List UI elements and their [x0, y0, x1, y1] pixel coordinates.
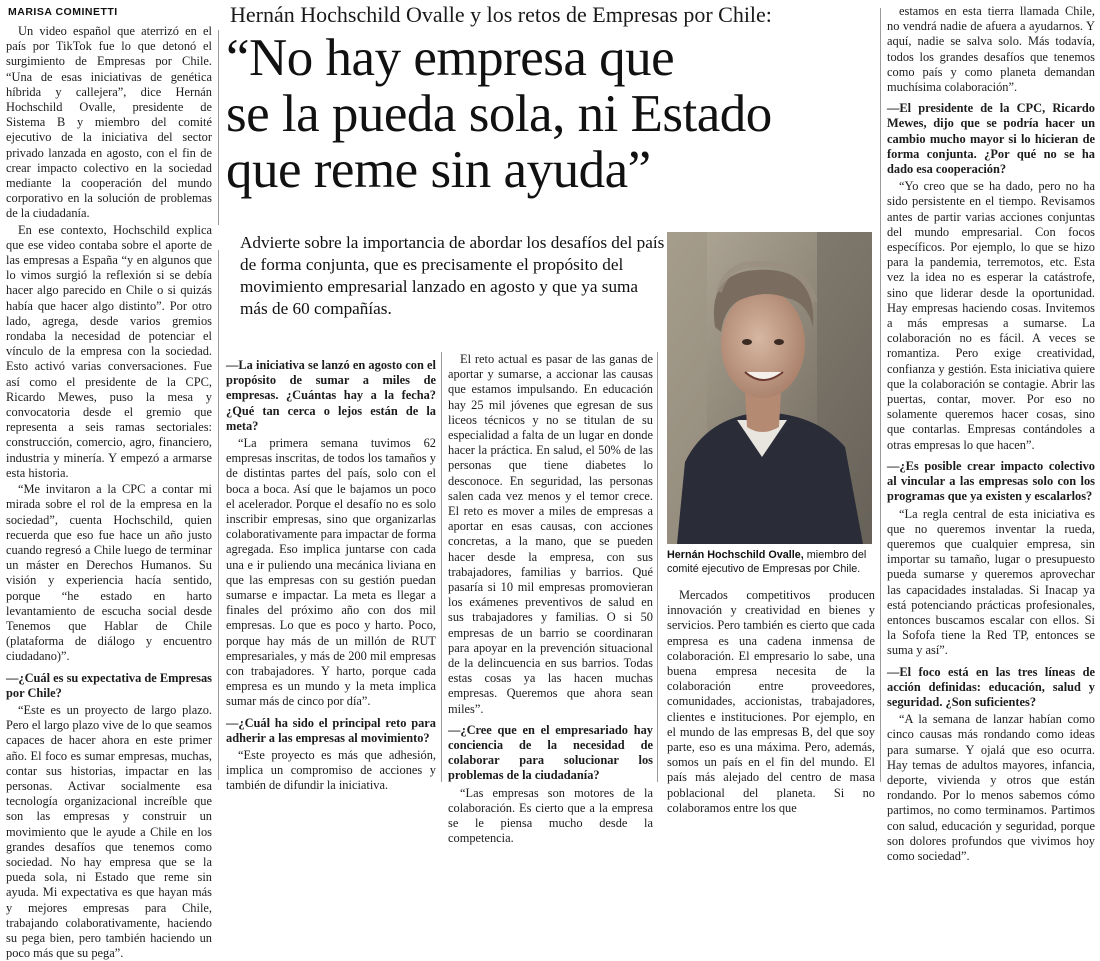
- kicker: Hernán Hochschild Ovalle y los retos de Empresas por Chile:: [230, 2, 772, 27]
- column-rule: [657, 352, 658, 782]
- body-paragraph: El reto actual es pasar de las ganas de aportar y sumarse, a accionar las causas que estamos impulsando. En educación hay 25 mil jóvenes que egresan de sus liceos técnicos y no se titulan de su especialidad a falta de un lugar en donde hacer la práctica. En salud, el 50% de las personas que tiene diabetes lo desconoce. En seguridad, las personas salen cada vez menos y el temor crece. El reto es mover a miles de empresas a aportar en esas causas, con acciones concretas, a la mano, que se pueden hacer desde la empresa, con sus trabajadores, familias y barrios. Qué pasaría si 10 mil empresas promovieran los exámenes preventivos de salud en sus trabajadores y familias. O si 50 empresas de un barrio se coordinaran para apoyar en la prevención situacional de la delincuencia en sus barrios. Todas estas cosas ya las hacen muchas empresas. Queremos que ahora sean miles”.: [448, 352, 653, 716]
- article-column-4: [667, 588, 875, 815]
- body-paragraph: “Me invitaron a la CPC a contar mi mirada sobre el rol de la empresa en la sociedad”, cuenta Hochschild, quien recuerda que eso fue hace un año justo cuando regresó a Chile luego de terminar un máster en Derechos Humanos. Su visión y experiencia hacía sentido, porque “he estado en harto levantamiento de escucha social desde Tenemos que Hablar de Chile (plataforma de diálogo y encuentro ciudadano)”.: [6, 482, 212, 664]
- headline-line-2: se la pueda sola, ni Estado: [226, 85, 772, 143]
- byline: MARISA COMINETTI: [8, 6, 118, 18]
- body-paragraph: “A la semana de lanzar habían como cinco causas más rondando como ideas para sumarse. Y ojalá que eso ocurra. Hay temas de adultos mayores, infancia, deporte, vivienda y otros que están rondando. Por lo menos sabemos cómo partimos, no como terminamos. Partimos con salud, educación y seguridad, porque son dolores profundos que vivimos hoy como sociedad”.: [887, 712, 1095, 863]
- article-column-3: [448, 352, 653, 846]
- body-paragraph: “Las empresas son motores de la colaboración. Es cierto que a la empresa se le piensa mucho desde la competencia.: [448, 785, 653, 846]
- article-column-2: [226, 352, 436, 793]
- interview-question: —El presidente de la CPC, Ricardo Mewes, dijo que se podría hacer un cambio mucho mayor si lo hicieran de forma conjunta. ¿Por qué no se ha dado esa cooperación?: [887, 101, 1095, 177]
- body-paragraph: “La regla central de esta iniciativa es que no queremos inventar la rueda, queremos que cualquier empresa, sin importar su tamaño, lugar o presupuesto pueda sumarse y queremos aprovechar las capacidades instaladas. Si Inacap ya está potenciando prácticas profesionales, entonces buscamos escalar con ellos. Si la Sofofa tiene la Red TP, entonces se suma y así”.: [887, 506, 1095, 658]
- portrait-illustration: [667, 232, 872, 544]
- interview-question: —¿Cuál ha sido el principal reto para adherir a las empresas al movimiento?: [226, 715, 436, 745]
- headline-line-3: que reme sin ayuda”: [226, 141, 651, 199]
- body-paragraph: En ese contexto, Hochschild explica que ese video contaba sobre el aporte de las empresas a España “y en algunos que lo vimos surgió la reflexión si se debía hacer algo parecido en Chile o si quizás había que hacer algo distinto”. Por otro lado, agrega, desde varios gremios rondaba la necesidad de potenciar el vínculo de la empresa con la sociedad. Esto activó varias conversaciones. Fue así como el presidente de la CPC, Ricardo Mewes, puso la mesa y convocatoria desde el gremio que representa a seis ramas sectoriales: construcción, comercio, agro, financiero, industria y minería. Y empezó a armarse esta historia.: [6, 222, 212, 480]
- interview-question: —La iniciativa se lanzó en agosto con el propósito de sumar a miles de empresas. ¿Cuántas hay a la fecha? ¿Qué tan cerca o lejos están de la meta?: [226, 358, 436, 433]
- interview-question: —¿Cree que en el empresariado hay conciencia de la necesidad de colaborar para solucionar los problemas de la ciudadanía?: [448, 722, 653, 783]
- body-paragraph: “Este proyecto es más que adhesión, implica un compromiso de acciones y también de difundir la iniciativa.: [226, 748, 436, 793]
- caption-name: Hernán Hochschild Ovalle,: [667, 549, 804, 561]
- headline-line-1: “No hay empresa que: [226, 29, 675, 87]
- body-paragraph: estamos en esta tierra llamada Chile, no vendrá nadie de afuera a ayudarnos. Y aquí, nadie se salva solo. Más todavía, todos los grandes desafíos que tenemos como país y como planeta demandan muchísima colaboración”.: [887, 4, 1095, 95]
- deck: Advierte sobre la importancia de abordar los desafíos del país de forma conjunta, que es precisamente el propósito del movimiento empresarial lanzado en agosto y que ya suma más de 60 compañías.: [240, 233, 665, 318]
- body-paragraph: “La primera semana tuvimos 62 empresas inscritas, de todos los tamaños y de distintas partes del país, solo con el boca a boca. Así que le bajamos un poco el acelerador. Porque el desafío no es solo inscribir empresas, sino que organizarlas colaborativamente para impactar de forma agregada. Eso implica juntarse con cada una e ir puliendo una mecánica liviana en que las empresas con su gestión puedan sumarse e impactar. La meta es llegar a finales del próximo año con dos mil empresas. Lo que es poco y harto. Poco, porque hay más de un millón de RUT empresariales, y más de 200 mil empresas con trabajadores. Y harto, porque cada empresa es un mundo y la meta implica sumar más de cinco por día”.: [226, 436, 436, 709]
- portrait-photo: [667, 232, 872, 544]
- column-rule: [441, 352, 442, 782]
- headline: [226, 30, 886, 198]
- column-rule: [218, 250, 219, 780]
- interview-question: —¿Es posible crear impacto colectivo al vincular a las empresas solo con los programas que ya existen y escalarlos?: [887, 458, 1095, 504]
- photo-caption: [667, 548, 877, 576]
- article-column-5: [887, 4, 1095, 863]
- caption-text: miembro del comité ejecutivo de Empresas por Chile.: [667, 549, 867, 575]
- article-column-1: [6, 24, 212, 961]
- body-paragraph: Un video español que aterrizó en el país por TikTok fue lo que detonó el surgimiento de Empresas por Chile. “Una de esas iniciativas de genética híbrida y callejera”, dice Hernán Hochschild Ovalle, presidente de Sistema B y miembro del comité ejecutivo de la iniciativa del sector privado lanzada en agosto, con el fin de crear impacto colectivo en la sociedad mediante la cooperación del mundo corporativo en la solución de problemas de la ciudadanía.: [6, 24, 212, 221]
- body-paragraph: Mercados competitivos producen innovación y creatividad en bienes y servicios. Pero también es cierto que cada empresa es una cadena inmensa de colaboración. El empresario lo sabe, una buena empresa necesita de la colaboración entre proveedores, comunidades, accionistas, trabajadores, clientes e instituciones. Por ejemplo, en el mundo de las empresas B, del que soy parte, eso es una máxima. Pero, además, somos un país en el fin del mundo. El país más alejado del centro de masa poblacional del planeta. Si no colaboramos entre los que: [667, 588, 875, 815]
- body-paragraph: “Este es un proyecto de largo plazo. Pero el largo plazo vive de lo que seamos capaces de hacer ahora en este primer año. El foco es sumar empresas, muchas, contar sus historias, impactar en las personas. Activar socialmente esa tecnología organizacional increíble que son las empresas y construir un movimiento que le ayude a Chile en los grandes desafíos que tenemos como sociedad. No hay empresa que se la pueda sola, ni Estado que reme sin ayuda. Mi expectativa es que hayan más y mejores empresas para Chile, trabajando colaborativamente, haciendo su pega bien, pero también haciendo un poco más que su pega”.: [6, 702, 212, 961]
- interview-question: —¿Cuál es su expectativa de Empresas por Chile?: [6, 670, 212, 700]
- column-rule: [880, 8, 881, 782]
- column-rule: [218, 30, 219, 225]
- body-paragraph: “Yo creo que se ha dado, pero no ha sido persistente en el tiempo. Revisamos antes de partir varias acciones conjuntas del mundo empresarial. Con focos específicos. Por ejemplo, lo que se hizo para la pandemia, terremotos, etc. Esta vez la idea no es esperar la catástrofe, sino que liderar desde la oportunidad. Hay empresas haciendo cosas. Invitemos a más empresas a sumarse. La colaboración no es fácil. A veces se romantiza. Pero exige creatividad, confianza y gestión. Esta iniciativa quiere que la colaboración se contagie. Abrir las puertas, contar, mover. Por eso no solamente queremos hacer cosas, sino que contarlas. Empresas contándoles a otras empresas lo que hacen”.: [887, 179, 1095, 452]
- interview-question: —El foco está en las tres líneas de acción definidas: educación, salud y seguridad. ¿Son suficientes?: [887, 664, 1095, 709]
